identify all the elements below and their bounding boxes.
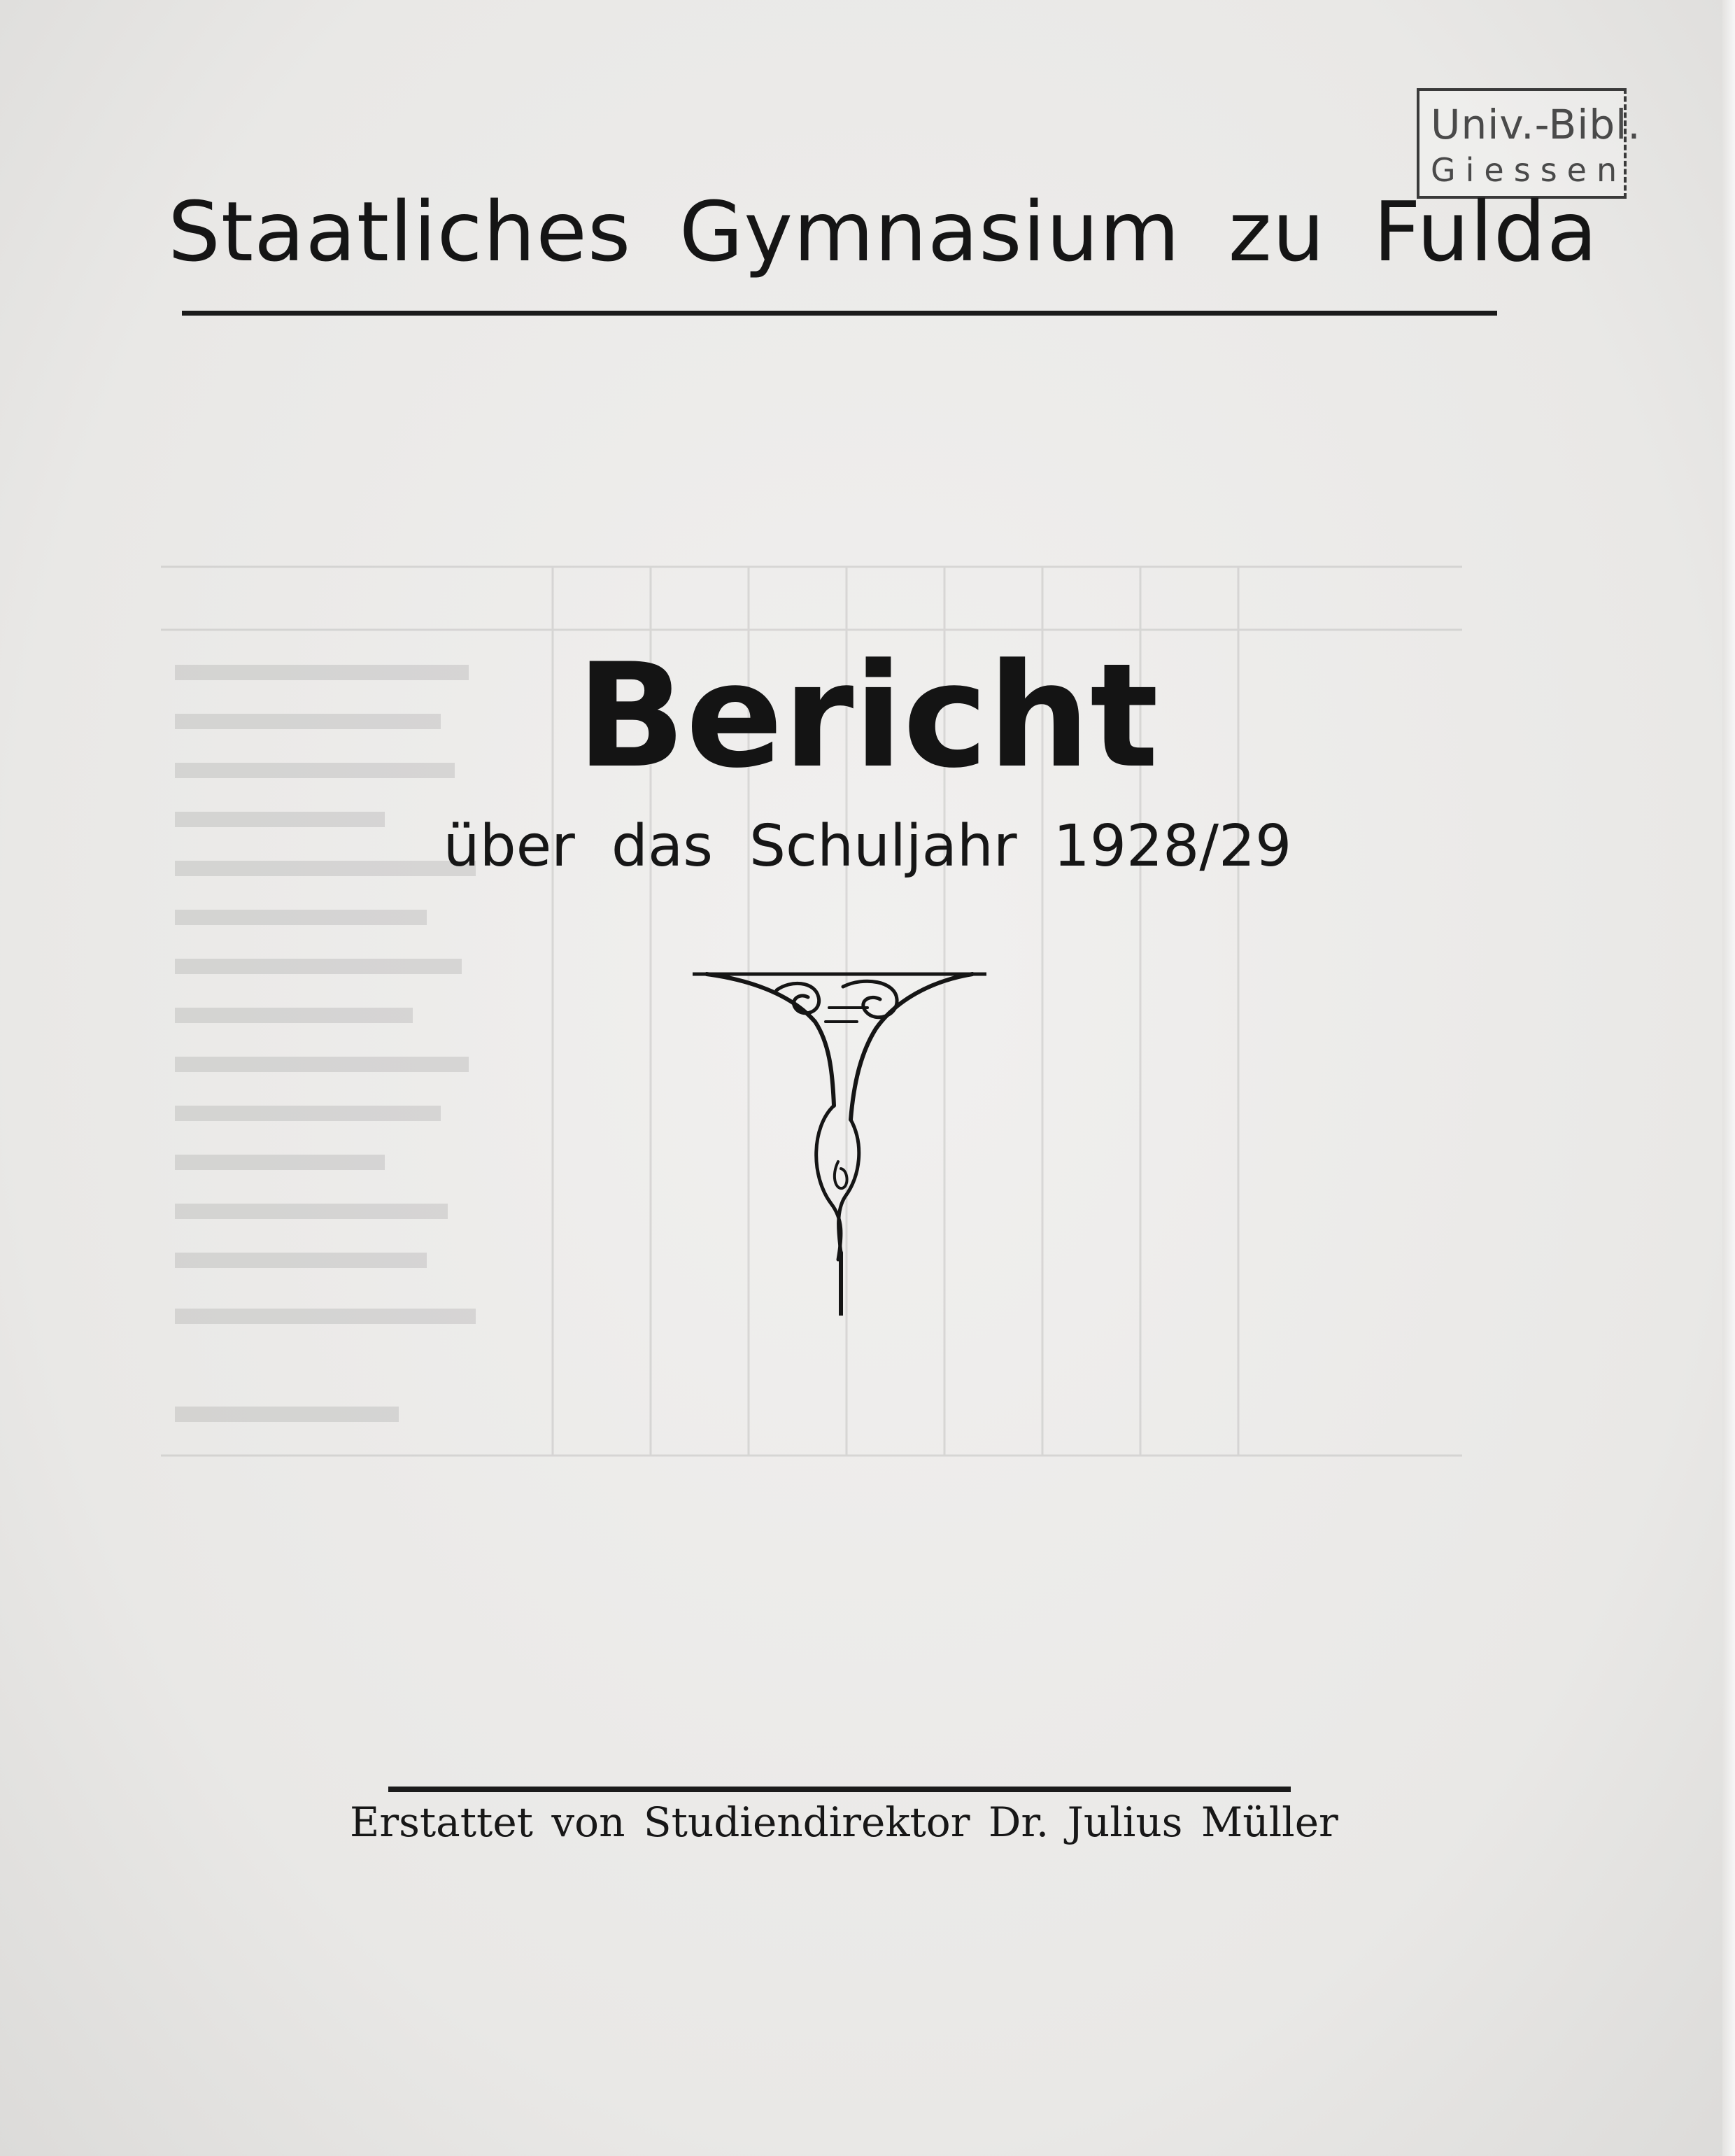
school-name-heading: Staatliches Gymnasium zu Fulda — [168, 183, 1599, 280]
author-credit: Erstattet von Studiendirektor Dr. Julius Müller — [350, 1798, 1338, 1846]
decorative-ornament-icon — [693, 966, 986, 1316]
library-stamp — [1417, 88, 1641, 199]
stamp-line-city: Giessen — [1431, 151, 1627, 189]
report-title: Bericht — [576, 633, 1159, 800]
show-through-table — [161, 399, 1462, 1519]
report-subtitle: über das Schuljahr 1928/29 — [443, 813, 1292, 880]
footer-rule — [388, 1787, 1291, 1792]
heading-underline-rule — [182, 311, 1497, 316]
page-edge — [1722, 0, 1735, 2156]
stamp-line-library: Univ.-Bibl. — [1431, 101, 1641, 148]
